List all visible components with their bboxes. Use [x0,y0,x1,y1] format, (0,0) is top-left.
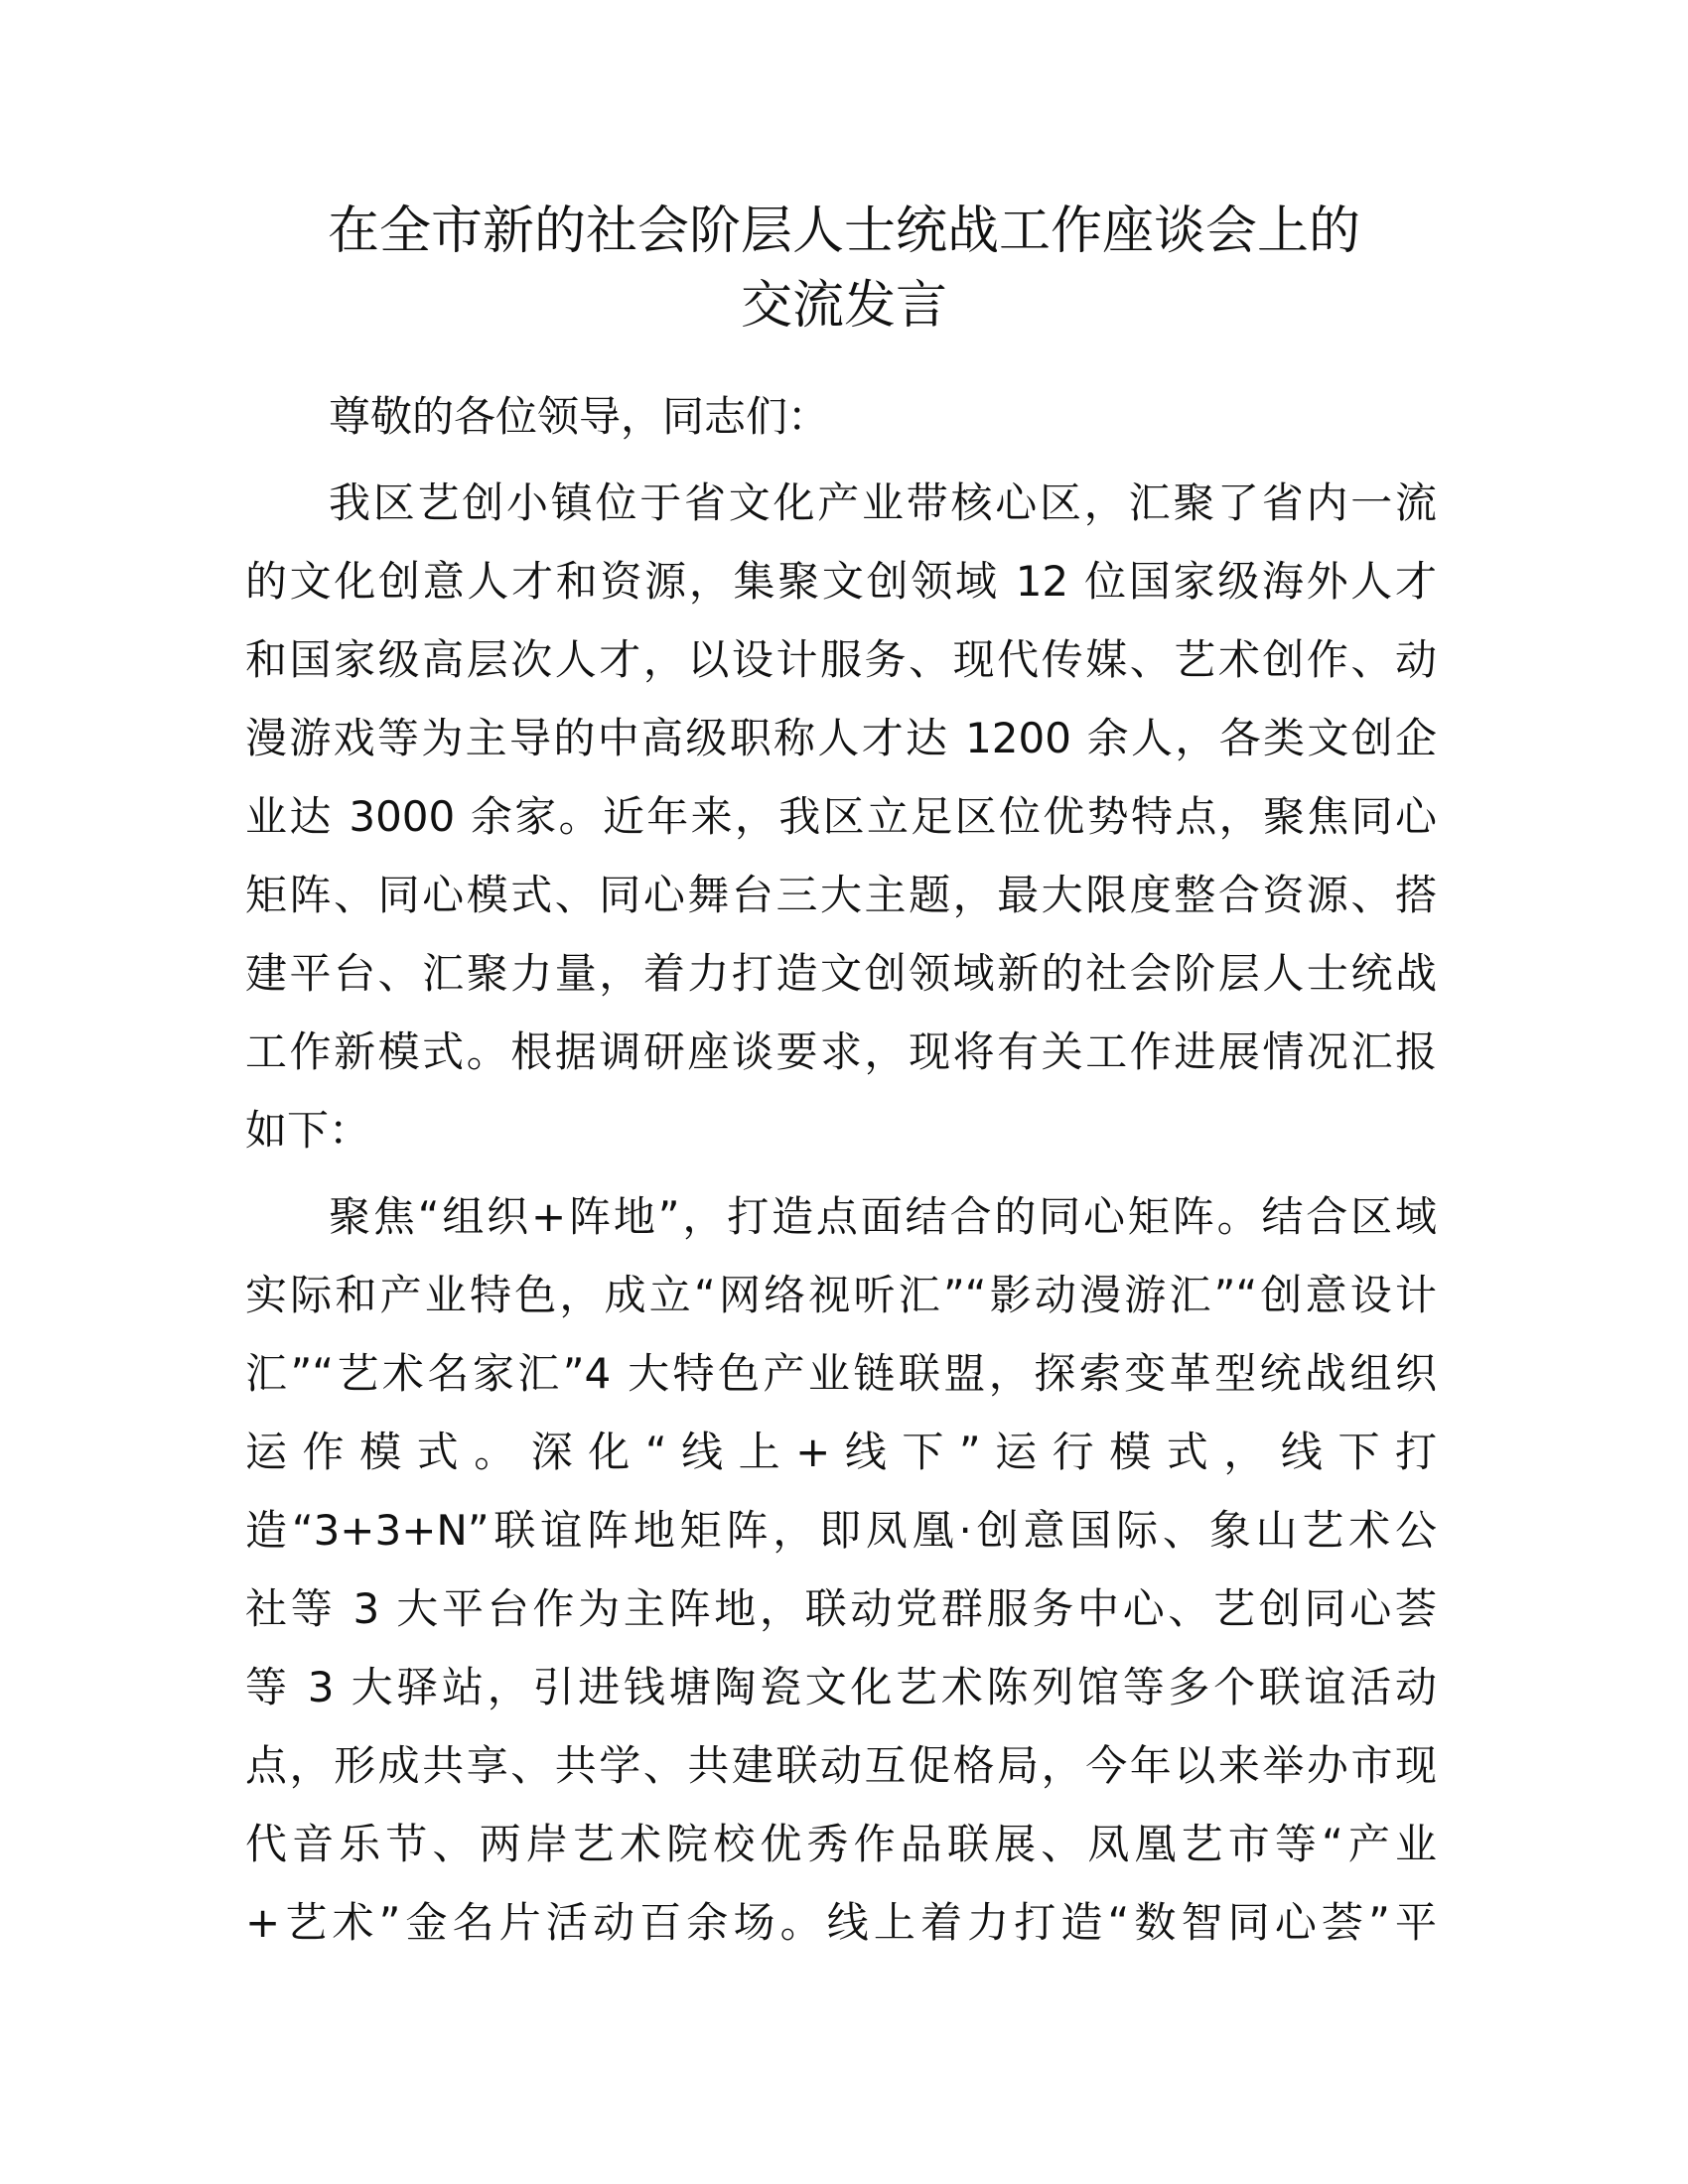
paragraph-line: 聚焦“组织+阵地”，打造点面结合的同心矩阵。结合区域 [329,1192,1437,1241]
paragraph-line: 和国家级高层次人才，以设计服务、现代传媒、艺术创作、动 [245,635,1437,684]
paragraph-line: 漫游戏等为主导的中高级职称人才达 1200 余人，各类文创企 [245,714,1437,762]
paragraph-line: 工作新模式。根据调研座谈要求，现将有关工作进展情况汇报 [245,1027,1437,1076]
document-title [238,195,1450,343]
greeting [245,377,1437,456]
paragraph-line: 如下： [245,1106,371,1155]
paragraph-line: 我区艺创小镇位于省文化产业带核心区，汇聚了省内一流 [329,478,1437,527]
title-line-1: 在全市新的社会阶层人士统战工作座谈会上的 [327,202,1360,261]
paragraph-line: 运 作 模 式 。 深 化 “ 线 上 + 线 下 ” 运 行 模 式 ， 线 下 打 [245,1428,1437,1476]
greeting-line: 尊敬的各位领导，同志们： [329,392,830,441]
paragraph-line: 矩阵、同心模式、同心舞台三大主题，最大限度整合资源、搭 [245,871,1437,919]
paragraph-line: 造“3+3+N”联谊阵地矩阵，即凤凰·创意国际、象山艺术公 [245,1506,1437,1555]
paragraph-line: 建平台、汇聚力量，着力打造文创领域新的社会阶层人士统战 [245,949,1437,998]
paragraph-line: 的文化创意人才和资源，集聚文创领域 12 位国家级海外人才 [245,557,1437,606]
paragraph-line: 社等 3 大平台作为主阵地，联动党群服务中心、艺创同心荟 [245,1584,1437,1633]
paragraph-line: 实际和产业特色，成立“网络视听汇”“影动漫游汇”“创意设计 [245,1271,1437,1319]
title-line-2: 交流发言 [740,276,947,336]
paragraph-2 [245,1177,1437,1962]
paragraph-1 [245,464,1437,1169]
paragraph-line: 业达 3000 余家。近年来，我区立足区位优势特点，聚焦同心 [245,792,1437,841]
paragraph-line: 点，形成共享、共学、共建联动互促格局，今年以来举办市现 [245,1741,1437,1790]
paragraph-line: +艺术”金名片活动百余场。线上着力打造“数智同心荟”平 [245,1898,1437,1947]
paragraph-line: 等 3 大驿站，引进钱塘陶瓷文化艺术陈列馆等多个联谊活动 [245,1663,1437,1711]
paragraph-line: 汇”“艺术名家汇”4 大特色产业链联盟，探索变革型统战组织 [245,1349,1437,1398]
paragraph-line: 代音乐节、两岸艺术院校优秀作品联展、凤凰艺市等“产业 [245,1820,1437,1868]
document-body [245,377,1437,1962]
